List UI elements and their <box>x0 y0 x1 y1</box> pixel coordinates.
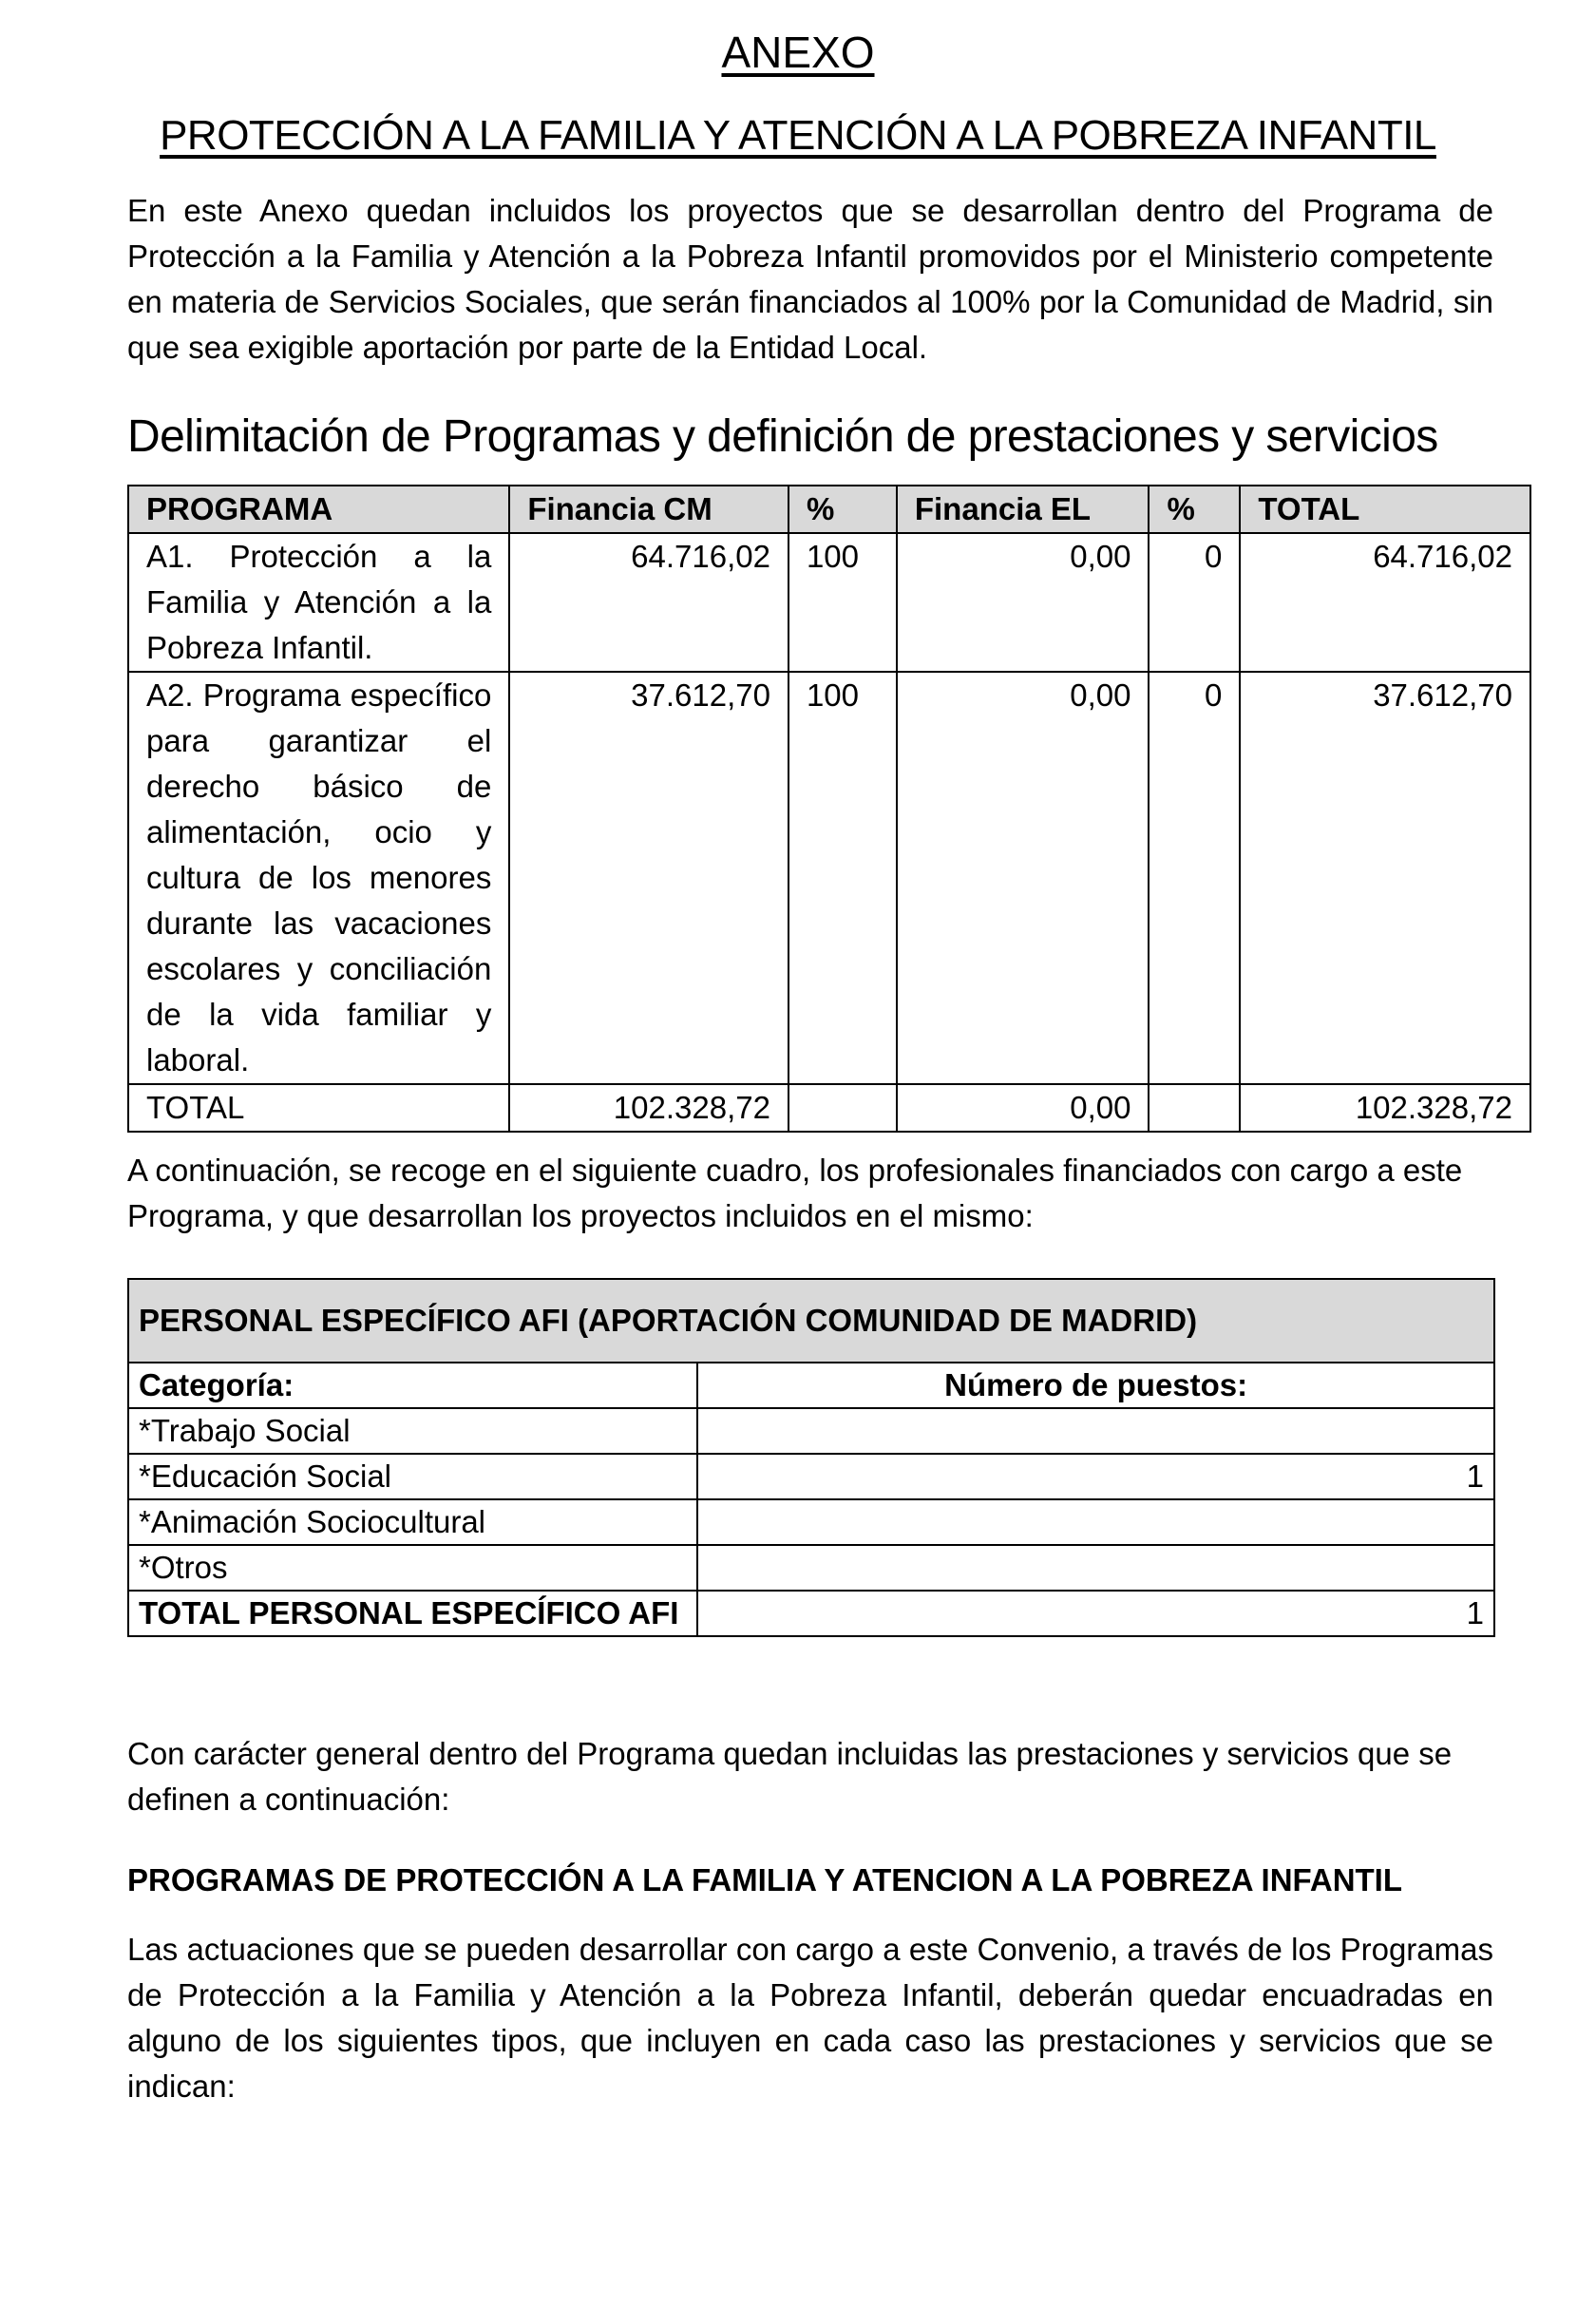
staff-total-value: 1 <box>697 1591 1494 1636</box>
cell-financia-cm: 64.716,02 <box>509 533 788 672</box>
total-label: TOTAL <box>128 1084 509 1132</box>
table-row <box>128 1499 1494 1545</box>
intro-paragraph: En este Anexo quedan incluidos los proyectos que se desarrollan dentro del Programa de Protección a la Familia y Atención a la Pobreza Infantil promovidos por el Ministerio competente en materia de Servicios Sociales, que serán financiados al 100% por la Comunidad de Madrid, sin que sea exigible aportación por parte de la Entidad Local. <box>127 193 1493 365</box>
col-header-financia-cm: Financia CM <box>509 486 788 533</box>
table-row <box>128 1545 1494 1591</box>
cell-category: *Otros <box>128 1545 697 1591</box>
table-row <box>128 672 1530 1084</box>
actuaciones-paragraph: Las actuaciones que se pueden desarrollar con cargo a este Convenio, a través de los Programas de Protección a la Familia y Atención a la Pobreza Infantil, deberán quedar encuadradas en alguno de los siguientes tipos, que incluyen en cada caso las prestaciones y servicios que se indican: <box>127 1932 1493 2104</box>
col-header-programa: PROGRAMA <box>128 486 509 533</box>
cell-total: 37.612,70 <box>1240 672 1530 1084</box>
table-row <box>128 533 1530 672</box>
total-financia-el: 0,00 <box>897 1084 1150 1132</box>
section-heading: Delimitación de Programas y definición de prestaciones y servicios <box>127 411 1438 462</box>
cell-category: *Trabajo Social <box>128 1408 697 1454</box>
total-pct-el <box>1149 1084 1240 1132</box>
col-header-positions: Número de puestos: <box>697 1363 1494 1408</box>
staff-total-label: TOTAL PERSONAL ESPECÍFICO AFI <box>128 1591 697 1636</box>
cell-pct-el: 0 <box>1149 672 1240 1084</box>
table-row <box>128 1454 1494 1499</box>
staff-title-row <box>128 1279 1494 1363</box>
col-header-financia-el: Financia EL <box>897 486 1150 533</box>
financing-total-row <box>128 1084 1530 1132</box>
cell-programa: A1. Protección a la Familia y Atención a la Pobreza Infantil. <box>128 533 509 672</box>
cell-pct-el: 0 <box>1149 533 1240 672</box>
col-header-pct-cm: % <box>788 486 897 533</box>
financing-header-row <box>128 486 1530 533</box>
cell-financia-el: 0,00 <box>897 672 1150 1084</box>
total-pct-cm <box>788 1084 897 1132</box>
staff-table-title: PERSONAL ESPECÍFICO AFI (APORTACIÓN COMUNIDAD DE MADRID) <box>128 1279 1494 1363</box>
cell-category: *Animación Sociocultural <box>128 1499 697 1545</box>
cell-positions: 1 <box>697 1454 1494 1499</box>
cell-programa: A2. Programa específico para garantizar el derecho básico de alimentación, ocio y cultura de los menores durante las vacaciones escolares y conciliación de la vida familiar y laboral. <box>128 672 509 1084</box>
professionals-intro: A continuación, se recoge en el siguiente cuadro, los profesionales financiados con cargo a este Programa, y que desarrollan los proyectos incluidos en el mismo: <box>127 1153 1463 1233</box>
total-financia-cm: 102.328,72 <box>509 1084 788 1132</box>
cell-positions <box>697 1499 1494 1545</box>
document-subtitle: PROTECCIÓN A LA FAMILIA Y ATENCIÓN A LA POBREZA INFANTIL <box>160 112 1436 159</box>
cell-total: 64.716,02 <box>1240 533 1530 672</box>
document-title: ANEXO <box>721 28 875 77</box>
table-row <box>128 1408 1494 1454</box>
col-header-total: TOTAL <box>1240 486 1530 533</box>
col-header-category: Categoría: <box>128 1363 697 1408</box>
cell-financia-el: 0,00 <box>897 533 1150 672</box>
staff-header-row <box>128 1363 1494 1408</box>
staff-total-row <box>128 1591 1494 1636</box>
cell-positions <box>697 1408 1494 1454</box>
cell-positions <box>697 1545 1494 1591</box>
cell-category: *Educación Social <box>128 1454 697 1499</box>
general-paragraph: Con carácter general dentro del Programa quedan incluidas las prestaciones y servicios que se definen a continuación: <box>127 1736 1453 1817</box>
col-header-pct-el: % <box>1149 486 1240 533</box>
cell-pct-cm: 100 <box>788 533 897 672</box>
cell-financia-cm: 37.612,70 <box>509 672 788 1084</box>
financing-table <box>127 485 1531 1133</box>
cell-pct-cm: 100 <box>788 672 897 1084</box>
programs-heading: PROGRAMAS DE PROTECCIÓN A LA FAMILIA Y ATENCION A LA POBREZA INFANTIL <box>127 1862 1403 1897</box>
total-total: 102.328,72 <box>1240 1084 1530 1132</box>
staff-table <box>127 1278 1495 1637</box>
